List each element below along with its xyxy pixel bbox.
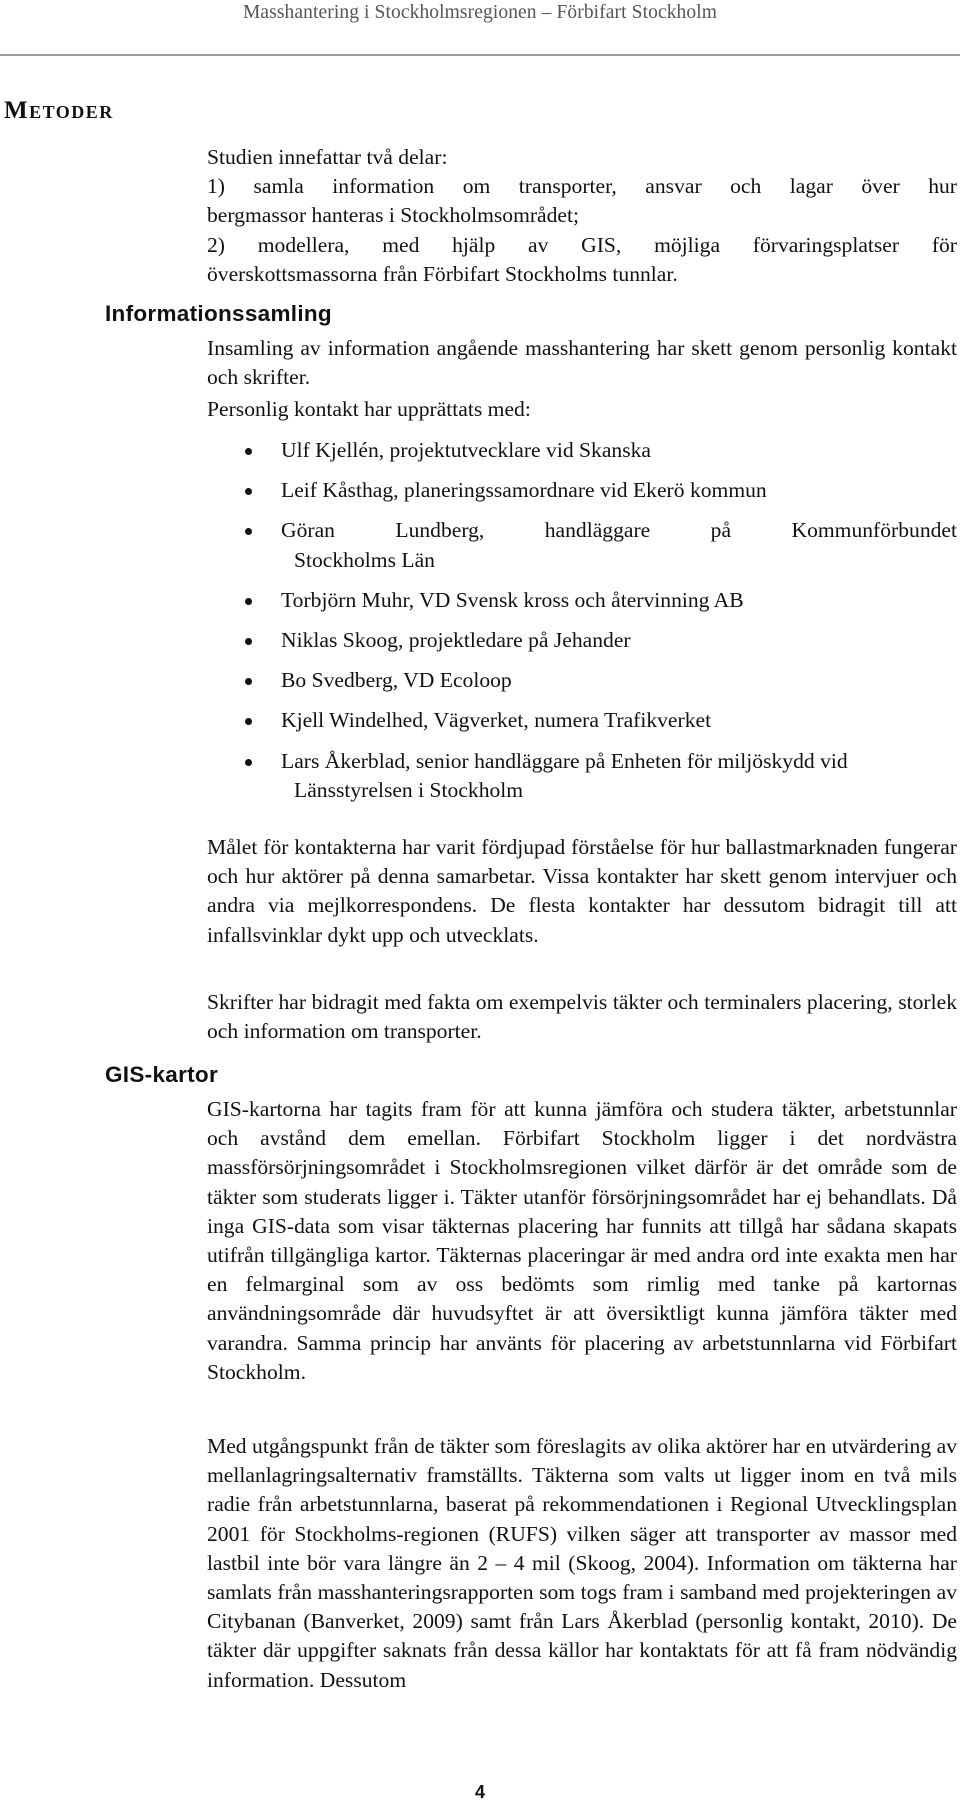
- contact-item: Bo Svedberg, VD Ecoloop: [245, 666, 957, 695]
- bullet-icon: [245, 678, 252, 685]
- contact-item: Lars Åkerblad, senior handläggare på Enheten för miljöskydd vid Länsstyrelsen i Stockholm: [245, 747, 957, 805]
- informationssamling-paragraph: Insamling av information angående masshantering har skett genom personlig kontakt och skrifter.: [207, 336, 957, 390]
- contacts-lead: Personlig kontakt har upprättats med:: [207, 397, 531, 421]
- page-number: 4: [474, 1782, 485, 1802]
- page-header: [0, 0, 960, 56]
- intro-text: [207, 143, 957, 289]
- running-title: Masshantering i Stockholmsregionen – Förbifart Stockholm: [242, 2, 718, 23]
- section-heading: Metoder: [4, 97, 114, 124]
- contact-list: [245, 436, 957, 816]
- contact-item: Ulf Kjellén, projektutvecklare vid Skanska: [245, 436, 957, 465]
- gis-paragraph-1: GIS-kartorna har tagits fram för att kunna jämföra och studera täkter, arbetstunnlar och avstånd dem emellan. Förbifart Stockholm ligger i det nordvästra massförsörjningsområdet i Stockholmsregionen vilket därför är det område som de täkter som studerats ligger i. Täkter utanför försörjningsområdet har ej behandlats. Då inga GIS-data som visar täkternas placering har funnits att tillgå har sådana skapats utifrån tillgängliga kartor. Täkternas placeringar är med andra ord inte exakta men har en felmarginal som av oss bedömts som rimlig med tanke på kartornas användningsområde där huvudsyftet är att översiktligt kunna jämföra täkter med varandra. Samma princip har använts för placering av arbetstunnlarna vid Förbifart Stockholm.: [207, 1097, 957, 1384]
- bullet-icon: [245, 528, 252, 535]
- bullet-icon: [245, 718, 252, 725]
- intro-line: överskottsmassorna från Förbifart Stockholms tunnlar.: [207, 261, 678, 286]
- gis-heading: GIS-kartor: [105, 1062, 219, 1087]
- contact-item: Göran Lundberg, handläggare på Kommunförbundet Stockholms Län: [245, 516, 957, 574]
- goal-paragraph: Målet för kontakterna har varit fördjupad förståelse för hur ballastmarknaden fungerar och hur aktörer på denna samarbetar. Vissa kontakter har skett genom intervjuer och andra via mejlkorrespondens. De flesta kontakter har dessutom bidragit till att infallsvinklar dykt upp och utvecklats.: [207, 835, 957, 947]
- bullet-icon: [245, 638, 252, 645]
- intro-line: 2) modellera, med hjälp av GIS, möjliga förvaringsplatser för: [207, 232, 957, 257]
- gis-paragraph-2: Med utgångspunkt från de täkter som föreslagits av olika aktörer har en utvärdering av mellanlagringsalternativ framställts. Täkterna som valts ut ligger inom en två mils radie från arbetstunnlarna, baserat på rekommendationen i Regional Utvecklingsplan 2001 för Stockholms-regionen (RUFS) vilken säger att transporter av massor med lastbil inte bör vara längre än 2 – 4 mil (Skoog, 2004). Information om täkterna har samlats från masshanteringsrapporten som togs fram i samband med projekteringen av Citybanan (Banverket, 2009) samt från Lars Åkerblad (personlig kontakt, 2010). De täkter där uppgifter saknats från dessa källor har kontaktats för att få fram nödvändig information. Dessutom: [207, 1434, 957, 1692]
- contact-item: Leif Kåsthag, planeringssamordnare vid Ekerö kommun: [245, 476, 957, 505]
- intro-line: 1) samla information om transporter, ansvar och lagar över hur: [207, 174, 957, 199]
- bullet-icon: [245, 598, 252, 605]
- contact-item: Niklas Skoog, projektledare på Jehander: [245, 626, 957, 655]
- intro-line: Studien innefattar två delar:: [207, 145, 448, 169]
- informationssamling-heading: Informationssamling: [105, 301, 332, 326]
- contact-item: Kjell Windelhed, Vägverket, numera Trafikverket: [245, 706, 957, 735]
- contact-item: Torbjörn Muhr, VD Svensk kross och återvinning AB: [245, 586, 957, 615]
- bullet-icon: [245, 759, 252, 766]
- intro-line: bergmassor hanteras i Stockholmsområdet;: [207, 203, 580, 228]
- bullet-icon: [245, 488, 252, 495]
- bullet-icon: [245, 448, 252, 455]
- writings-paragraph: Skrifter har bidragit med fakta om exempelvis täkter och terminalers placering, storlek och information om transporter.: [207, 990, 957, 1044]
